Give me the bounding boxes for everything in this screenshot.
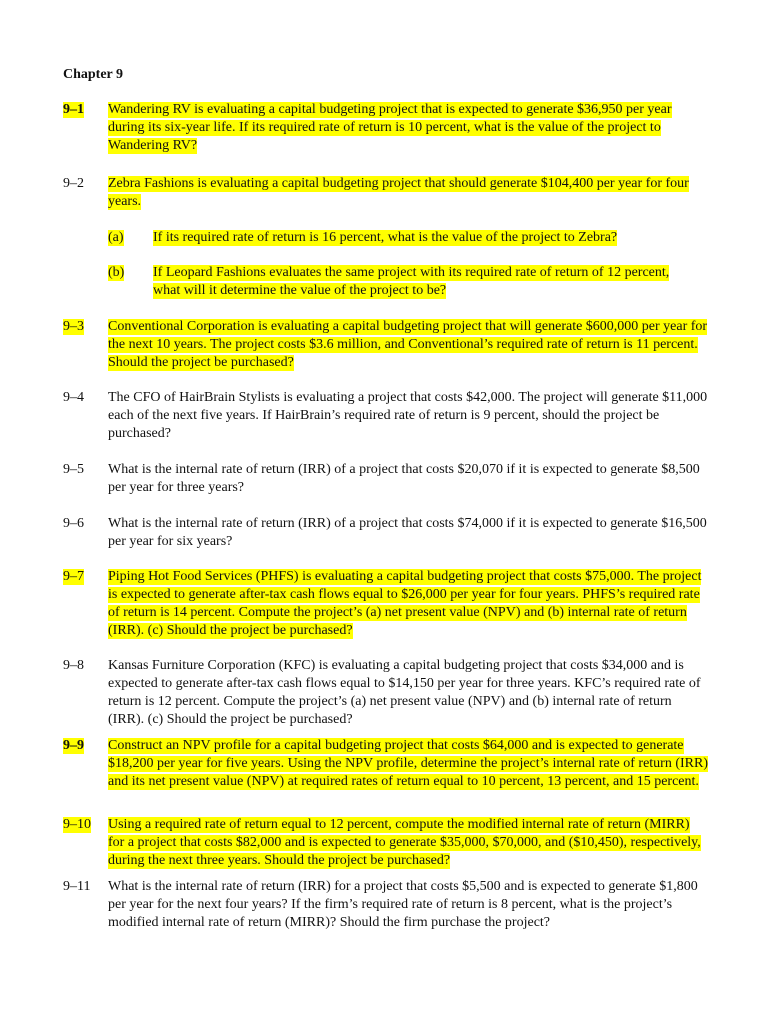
problem-number: 9–10 xyxy=(63,817,91,832)
problem-text: What is the internal rate of return (IRR) for a project that costs $5,500 and is expected to generate $1,800 per year for the next four years? If the firm’s required rate of return is 8 percent, what is the project’s modified internal rate of return (MIRR)? Should the firm purchase the project? xyxy=(108,879,698,930)
problem-text: Zebra Fashions is evaluating a capital budgeting project that should generate $104,400 per year for four years. xyxy=(108,176,689,209)
problem-text: Wandering RV is evaluating a capital budgeting project that is expected to generate $36,950 per year during its six-year life. If its required rate of return is 10 percent, what is the value of the project to Wandering RV? xyxy=(108,102,672,153)
problem-number: 9–6 xyxy=(63,516,84,531)
problem-text: The CFO of HairBrain Stylists is evaluating a project that costs $42,000. The project will generate $11,000 each of the next five years. If HairBrain’s required rate of return is 9 percent, should the project be purchased? xyxy=(108,390,708,441)
chapter-title: Chapter 9 xyxy=(63,67,124,82)
part-text: If its required rate of return is 16 percent, what is the value of the project to Zebra? xyxy=(153,230,618,245)
problem-9-9 xyxy=(63,737,709,791)
problem-text: Kansas Furniture Corporation (KFC) is evaluating a capital budgeting project that costs $34,000 and is expected to generate after-tax cash flows equal to $14,150 per year for three years. KFC’s required rate of return is 12 percent. Compute the project’s (a) net present value (NPV) and (b) internal rate of return (IRR). (c) Should the project be purchased? xyxy=(108,658,701,727)
problem-number: 9–7 xyxy=(63,569,84,584)
problem-9-5 xyxy=(63,461,709,497)
problem-text: What is the internal rate of return (IRR) of a project that costs $20,070 if it is expected to generate $8,500 per year for three years? xyxy=(108,462,700,495)
problem-number: 9–2 xyxy=(63,176,84,191)
problem-9-2 xyxy=(63,175,709,211)
problem-9-11 xyxy=(63,878,709,932)
part-text: If Leopard Fashions evaluates the same project with its required rate of return of 12 percent, what will it determine the value of the project to be? xyxy=(153,265,670,298)
problem-9-2-part-a xyxy=(108,229,668,247)
problem-9-7 xyxy=(63,568,709,640)
problem-number: 9–9 xyxy=(63,738,84,753)
problem-number: 9–3 xyxy=(63,319,84,334)
problem-9-1 xyxy=(63,101,709,155)
problem-9-8 xyxy=(63,657,709,729)
problem-number: 9–5 xyxy=(63,462,84,477)
problem-number: 9–4 xyxy=(63,390,84,405)
problem-9-3 xyxy=(63,318,709,372)
part-label: (a) xyxy=(108,230,124,245)
problem-text: Using a required rate of return equal to 12 percent, compute the modified internal rate of return (MIRR) for a project that costs $82,000 and is expected to generate $35,000, $70,000, and ($10,450), respectively, during the next three years. Should the project be purchased? xyxy=(108,817,701,868)
problem-number: 9–11 xyxy=(63,879,91,894)
problem-9-10 xyxy=(63,816,709,870)
problem-9-2-part-b xyxy=(108,264,668,300)
problem-text: Piping Hot Food Services (PHFS) is evaluating a capital budgeting project that costs $75,000. The project is expected to generate after-tax cash flows equal to $26,000 per year for four years. PHFS’s required rate of return is 14 percent. Compute the project’s (a) net present value (NPV) and (b) internal rate of return (IRR). (c) Should the project be purchased? xyxy=(108,569,702,638)
problem-text: Construct an NPV profile for a capital budgeting project that costs $64,000 and is expected to generate $18,200 per year for five years. Using the NPV profile, determine the project’s internal rate of return (IRR) and its net present value (NPV) at required rates of return equal to 10 percent, 13 percent, and 15 percent. xyxy=(108,738,708,789)
problem-number: 9–1 xyxy=(63,102,84,117)
problem-number: 9–8 xyxy=(63,658,84,673)
problem-9-4 xyxy=(63,389,709,443)
problem-text: Conventional Corporation is evaluating a capital budgeting project that will generate $600,000 per year for the next 10 years. The project costs $3.6 million, and Conventional’s required rate of return is 11 percent. Should the project be purchased? xyxy=(108,319,708,370)
problem-text: What is the internal rate of return (IRR) of a project that costs $74,000 if it is expected to generate $16,500 per year for six years? xyxy=(108,516,707,549)
problem-9-6 xyxy=(63,515,709,551)
part-label: (b) xyxy=(108,265,125,280)
